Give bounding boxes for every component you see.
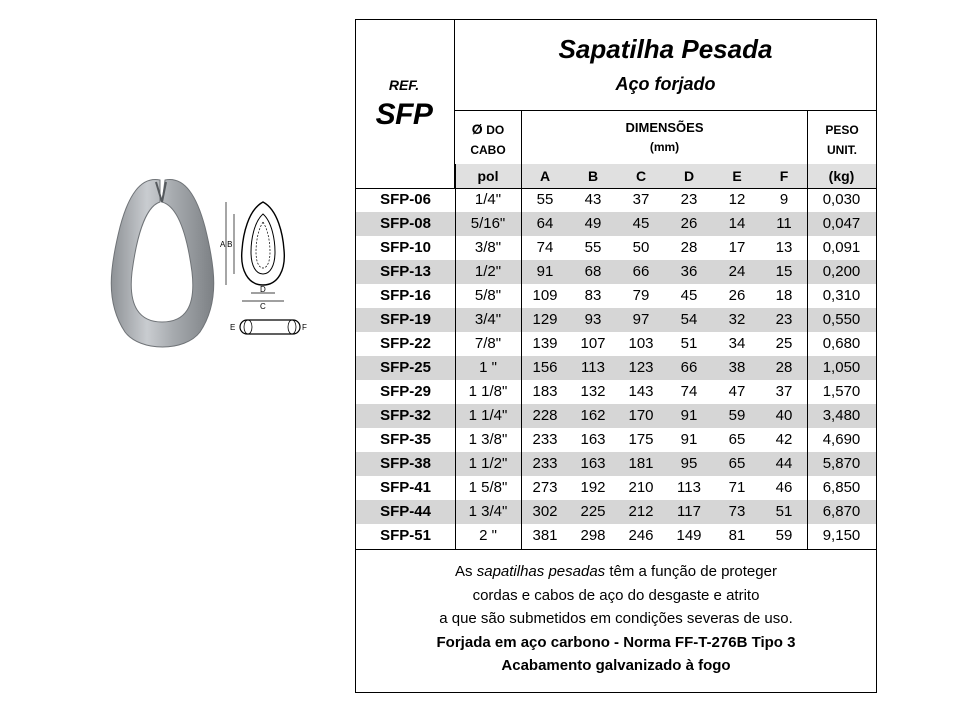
cell-d: 51 <box>680 335 698 352</box>
cell-d: 45 <box>680 287 698 304</box>
dimensions-header: DIMENSÕES (mm) <box>625 120 704 154</box>
cell-f: 46 <box>775 479 793 496</box>
cell-kg: 0,091 <box>822 239 861 256</box>
cell-kg: 4,690 <box>822 431 861 448</box>
cell-pol: 5/16" <box>455 212 521 236</box>
cell-pol: 7/8" <box>474 335 502 352</box>
cell-f: 51 <box>761 500 807 524</box>
cell-f: 9 <box>779 191 789 208</box>
cell-pol: 1 1/8" <box>468 383 508 400</box>
cell-kg: 5,870 <box>807 452 876 476</box>
cell-kg: 1,050 <box>807 356 876 380</box>
cell-kg: 6,870 <box>807 500 876 524</box>
label-c: C <box>260 302 266 311</box>
cell-pol: 1/2" <box>455 260 521 284</box>
cell-b: 55 <box>584 239 602 256</box>
cell-e: 59 <box>713 404 761 428</box>
cell-f: 28 <box>761 356 807 380</box>
cell-f: 25 <box>775 335 793 352</box>
cell-d: 74 <box>680 383 698 400</box>
table-row <box>356 404 876 428</box>
cell-a: 233 <box>532 431 558 448</box>
table-row <box>356 380 876 404</box>
cell-f: 11 <box>761 212 807 236</box>
weight-header: PESO UNIT. <box>825 123 859 157</box>
cell-f: 59 <box>775 527 793 544</box>
cell-a: 156 <box>521 356 569 380</box>
label-d: D <box>260 285 266 294</box>
table-row <box>356 236 876 260</box>
cell-pol: 1 3/8" <box>468 431 508 448</box>
cell-ref: SFP-29 <box>380 383 431 400</box>
cell-f: 37 <box>775 383 793 400</box>
cell-a: 129 <box>521 308 569 332</box>
cell-a: 233 <box>521 452 569 476</box>
cell-f: 13 <box>775 239 793 256</box>
cell-pol: 1 " <box>455 356 521 380</box>
cell-e: 65 <box>713 452 761 476</box>
table-row <box>356 188 876 212</box>
table-row <box>356 452 876 476</box>
cell-b: 225 <box>569 500 617 524</box>
ref-label: REF. <box>388 77 420 93</box>
cell-ref: SFP-35 <box>380 431 431 448</box>
cell-f: 44 <box>761 452 807 476</box>
data-table <box>356 188 876 548</box>
cell-e: 24 <box>713 260 761 284</box>
cell-d: 91 <box>665 404 713 428</box>
cell-kg: 9,150 <box>822 527 861 544</box>
unit-d: D <box>683 168 695 184</box>
cell-b: 163 <box>580 431 606 448</box>
cell-c: 37 <box>632 191 650 208</box>
unit-pol: pol <box>477 168 499 184</box>
product-subtitle: Aço forjado <box>615 74 716 94</box>
unit-a: A <box>539 168 551 184</box>
diameter-header: Ø DO CABO <box>470 121 506 157</box>
cell-kg: 0,680 <box>822 335 861 352</box>
cell-pol: 1 1/2" <box>455 452 521 476</box>
cell-c: 170 <box>617 404 665 428</box>
label-e: E <box>230 323 236 332</box>
unit-f: F <box>779 168 789 184</box>
cell-pol: 1 3/4" <box>455 500 521 524</box>
spec-table <box>355 19 877 693</box>
cell-ref: SFP-38 <box>356 452 455 476</box>
cell-kg: 0,310 <box>822 287 861 304</box>
cell-ref: SFP-19 <box>356 308 455 332</box>
cell-ref: SFP-06 <box>380 191 431 208</box>
cell-c: 79 <box>632 287 650 304</box>
cell-d: 149 <box>676 527 702 544</box>
cell-e: 38 <box>713 356 761 380</box>
cell-c: 123 <box>617 356 665 380</box>
cell-kg: 1,570 <box>822 383 861 400</box>
cell-ref: SFP-41 <box>380 479 431 496</box>
cell-pol: 3/4" <box>455 308 521 332</box>
table-row <box>356 524 876 548</box>
cell-b: 83 <box>584 287 602 304</box>
cell-pol: 5/8" <box>474 287 502 304</box>
cell-e: 14 <box>713 212 761 236</box>
cell-e: 81 <box>728 527 746 544</box>
cell-ref: SFP-25 <box>356 356 455 380</box>
table-row <box>356 356 876 380</box>
cell-a: 64 <box>521 212 569 236</box>
dimension-diagram <box>218 190 308 350</box>
unit-c: C <box>635 168 647 184</box>
cell-d: 95 <box>665 452 713 476</box>
cell-f: 40 <box>761 404 807 428</box>
cell-c: 210 <box>628 479 654 496</box>
cell-ref: SFP-32 <box>356 404 455 428</box>
cell-a: 273 <box>532 479 558 496</box>
cell-e: 26 <box>728 287 746 304</box>
cell-a: 55 <box>536 191 554 208</box>
cell-b: 68 <box>569 260 617 284</box>
cell-ref: SFP-16 <box>380 287 431 304</box>
table-row <box>356 284 876 308</box>
cell-e: 73 <box>713 500 761 524</box>
cell-ref: SFP-51 <box>380 527 431 544</box>
unit-b: B <box>587 168 599 184</box>
cell-f: 42 <box>775 431 793 448</box>
cell-ref: SFP-08 <box>356 212 455 236</box>
unit-kg: (kg) <box>828 168 855 184</box>
unit-e: E <box>732 168 742 184</box>
cell-e: 17 <box>728 239 746 256</box>
cell-e: 12 <box>728 191 746 208</box>
cell-b: 192 <box>580 479 606 496</box>
thimble-photo <box>100 172 225 352</box>
cell-kg: 0,047 <box>807 212 876 236</box>
cell-c: 212 <box>617 500 665 524</box>
cell-c: 103 <box>628 335 654 352</box>
cell-d: 26 <box>665 212 713 236</box>
table-row <box>356 260 876 284</box>
cell-c: 181 <box>617 452 665 476</box>
cell-kg: 0,030 <box>822 191 861 208</box>
cell-b: 43 <box>584 191 602 208</box>
cell-d: 66 <box>665 356 713 380</box>
cell-pol: 3/8" <box>474 239 502 256</box>
table-row <box>356 332 876 356</box>
table-row <box>356 500 876 524</box>
product-description: As sapatilhas pesadas têm a função de proteger cordas e cabos de aço do desgaste e atrito a que são submetidos em condições severas de uso. Forjada em aço carbono - Norma FF-T-276B Tipo 3 Acabamento galvanizado à fogo <box>436 563 796 674</box>
cell-a: 74 <box>536 239 554 256</box>
cell-b: 162 <box>569 404 617 428</box>
cell-d: 54 <box>665 308 713 332</box>
cell-d: 28 <box>680 239 698 256</box>
cell-a: 228 <box>521 404 569 428</box>
cell-kg: 0,200 <box>807 260 876 284</box>
table-row <box>356 308 876 332</box>
cell-ref: SFP-13 <box>356 260 455 284</box>
cell-kg: 0,550 <box>807 308 876 332</box>
product-title: Sapatilha Pesada <box>558 34 773 64</box>
cell-b: 163 <box>569 452 617 476</box>
cell-pol: 1 5/8" <box>468 479 508 496</box>
cell-d: 23 <box>680 191 698 208</box>
cell-ref: SFP-10 <box>380 239 431 256</box>
unit-row <box>455 164 876 188</box>
cell-pol: 1/4" <box>474 191 502 208</box>
cell-pol: 2 " <box>479 527 497 544</box>
cell-a: 381 <box>532 527 558 544</box>
cell-a: 183 <box>532 383 558 400</box>
cell-d: 113 <box>677 479 701 496</box>
cell-b: 298 <box>580 527 606 544</box>
cell-a: 109 <box>532 287 558 304</box>
table-row <box>356 428 876 452</box>
label-f: F <box>302 323 307 332</box>
cell-kg: 6,850 <box>822 479 861 496</box>
cell-b: 132 <box>580 383 606 400</box>
cell-a: 91 <box>521 260 569 284</box>
table-row <box>356 476 876 500</box>
cell-c: 175 <box>628 431 654 448</box>
cell-e: 71 <box>728 479 746 496</box>
cell-e: 47 <box>728 383 746 400</box>
cell-e: 34 <box>728 335 746 352</box>
cell-a: 302 <box>521 500 569 524</box>
cell-pol: 1 1/4" <box>455 404 521 428</box>
cell-ref: SFP-22 <box>380 335 431 352</box>
cell-c: 50 <box>632 239 650 256</box>
cell-f: 18 <box>775 287 793 304</box>
cell-e: 65 <box>728 431 746 448</box>
cell-f: 15 <box>761 260 807 284</box>
cell-d: 36 <box>665 260 713 284</box>
ref-box <box>356 20 455 188</box>
cell-c: 45 <box>617 212 665 236</box>
cell-a: 139 <box>532 335 558 352</box>
cell-e: 32 <box>713 308 761 332</box>
ref-code: SFP <box>375 98 433 131</box>
cell-d: 91 <box>680 431 698 448</box>
cell-c: 246 <box>628 527 654 544</box>
cell-b: 107 <box>580 335 606 352</box>
cell-d: 117 <box>665 500 713 524</box>
cell-b: 49 <box>569 212 617 236</box>
table-row <box>356 212 876 236</box>
cell-kg: 3,480 <box>807 404 876 428</box>
cell-c: 97 <box>617 308 665 332</box>
cell-ref: SFP-44 <box>356 500 455 524</box>
cell-c: 66 <box>617 260 665 284</box>
cell-f: 23 <box>761 308 807 332</box>
cell-b: 93 <box>569 308 617 332</box>
cell-b: 113 <box>569 356 617 380</box>
label-ab: A B <box>220 240 233 249</box>
cell-c: 143 <box>628 383 654 400</box>
